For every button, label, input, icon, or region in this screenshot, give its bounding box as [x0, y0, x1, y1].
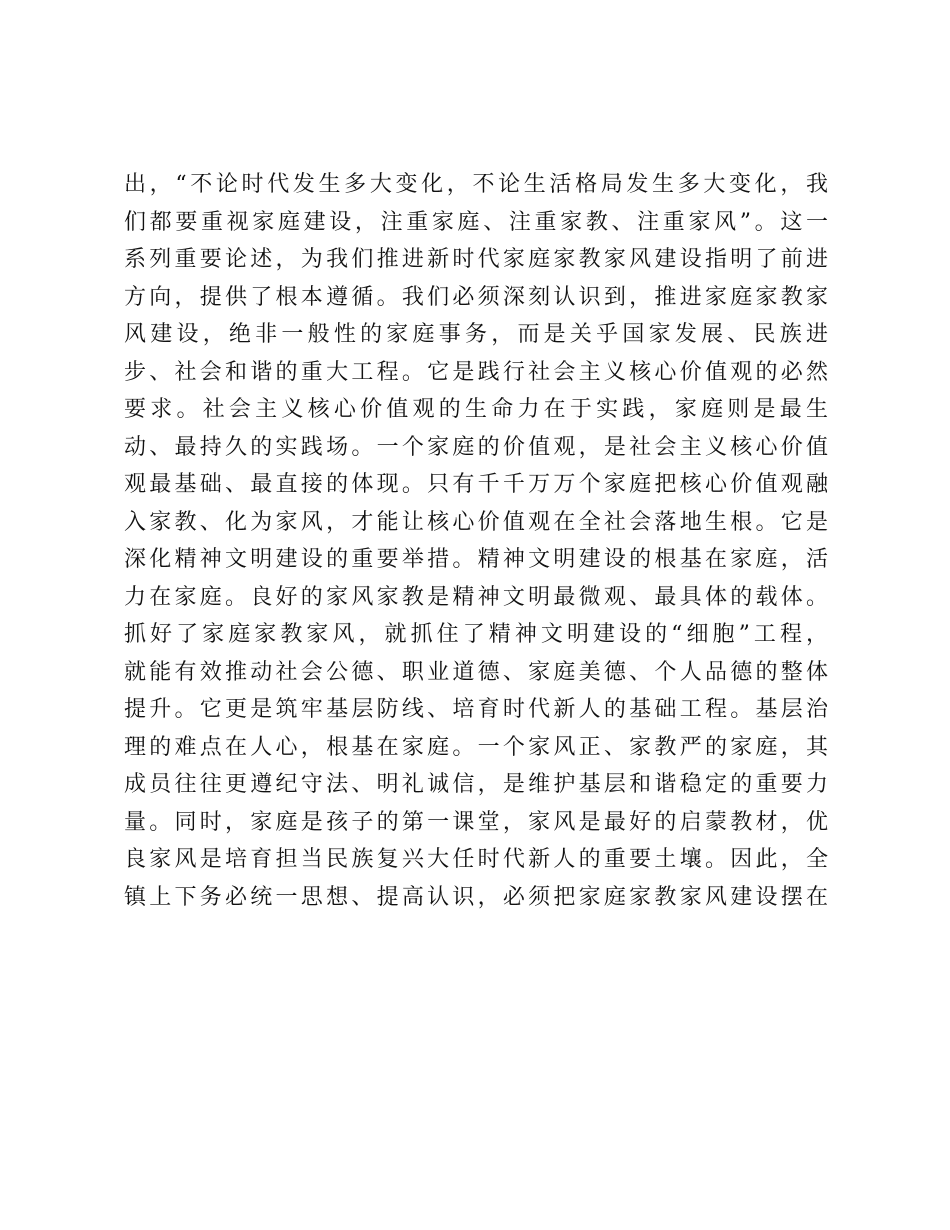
text-line: 步、社会和谐的重大工程。它是践行社会主义核心价值观的必然 — [124, 359, 828, 385]
body-text — [124, 166, 828, 916]
text-line: 成员往往更遵纪守法、明礼诚信，是维护基层和谐稳定的重要力 — [124, 772, 828, 797]
text-line: 动、最持久的实践场。一个家庭的价值观，是社会主义核心价值 — [124, 434, 828, 460]
text-line: 出，“不论时代发生多大变化，不论生活格局发生多大变化，我 — [124, 172, 828, 197]
text-line: 深化精神文明建设的重要举措。精神文明建设的根基在家庭，活 — [124, 547, 828, 572]
text-line: 方向，提供了根本遵循。我们必须深刻认识到，推进家庭家教家 — [124, 284, 828, 310]
text-line: 量。同时，家庭是孩子的第一课堂，家风是最好的启蒙教材，优 — [124, 809, 828, 835]
text-line: 抓好了家庭家教家风，就抓住了精神文明建设的“细胞”工程， — [124, 622, 828, 647]
text-line: 们都要重视家庭建设，注重家庭、注重家教、注重家风”。这一 — [124, 209, 828, 235]
text-line: 观最基础、最直接的体现。只有千千万万个家庭把核心价值观融 — [124, 472, 828, 497]
text-line: 系列重要论述，为我们推进新时代家庭家教家风建设指明了前进 — [124, 247, 828, 272]
text-line: 要求。社会主义核心价值观的生命力在于实践，家庭则是最生 — [124, 397, 828, 422]
text-line: 力在家庭。良好的家风家教是精神文明最微观、最具体的载体。 — [124, 584, 828, 610]
text-line: 就能有效推动社会公德、职业道德、家庭美德、个人品德的整体 — [124, 659, 828, 685]
text-line: 入家教、化为家风，才能让核心价值观在全社会落地生根。它是 — [124, 509, 828, 535]
text-line: 镇上下务必统一思想、提高认识，必须把家庭家教家风建设摆在 — [124, 884, 828, 910]
text-line: 提升。它更是筑牢基层防线、培育时代新人的基础工程。基层治 — [124, 697, 828, 722]
text-line: 理的难点在人心，根基在家庭。一个家风正、家教严的家庭，其 — [124, 734, 828, 760]
text-line: 风建设，绝非一般性的家庭事务，而是关乎国家发展、民族进 — [124, 322, 828, 347]
text-line: 良家风是培育担当民族复兴大任时代新人的重要土壤。因此，全 — [124, 847, 828, 872]
